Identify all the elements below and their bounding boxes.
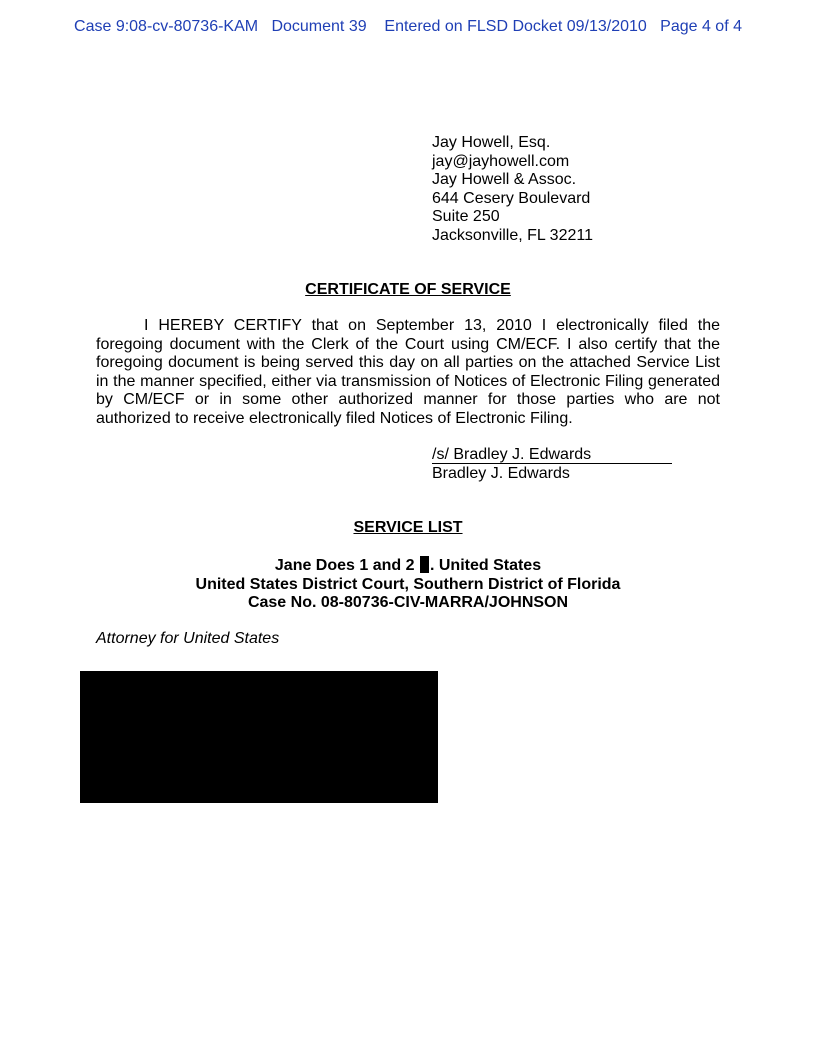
header-case: Case 9:08-cv-80736-KAM bbox=[74, 18, 259, 35]
address-line: 644 Cesery Boulevard bbox=[432, 189, 591, 207]
caption-plaintiffs: Jane Does 1 and 2 bbox=[274, 557, 415, 574]
redaction-mark bbox=[420, 556, 429, 573]
signer-name: Bradley J. Edwards bbox=[432, 464, 570, 482]
address-block bbox=[432, 134, 593, 246]
redaction-block bbox=[80, 671, 438, 803]
signature-block bbox=[432, 446, 672, 483]
caption-defendant: . United States bbox=[429, 557, 542, 574]
caption-parties bbox=[0, 556, 816, 576]
attorney-label: Attorney for United States bbox=[96, 630, 280, 647]
address-line: Jay Howell & Assoc. bbox=[432, 171, 577, 189]
address-line: Suite 250 bbox=[432, 208, 500, 226]
service-list-title: SERVICE LIST bbox=[353, 519, 463, 536]
header-document: Document 39 bbox=[271, 18, 367, 35]
caption-case-number: Case No. 08-80736-CIV-MARRA/JOHNSON bbox=[247, 594, 569, 612]
docket-header bbox=[0, 18, 816, 36]
certificate-body bbox=[96, 317, 720, 429]
case-caption bbox=[0, 556, 816, 613]
header-page: Page 4 of 4 bbox=[660, 18, 742, 35]
header-entered: Entered on FLSD Docket 09/13/2010 bbox=[384, 18, 647, 35]
signature-line: /s/ Bradley J. Edwards bbox=[432, 447, 672, 464]
certificate-text: I HEREBY CERTIFY that on September 13, 2010 I electronically filed the foregoing document with the Clerk of the Court using CM/ECF. I also certify that the foregoing document is being served this day on all parties on the attached Service List in the manner specified, either via transmission of Notices of Electronic Filing generated by CM/ECF or in some other authorized manner for those parties who are not authorized to receive electronically filed Notices of Electronic Filing. bbox=[96, 317, 720, 427]
address-line: Jacksonville, FL 32211 bbox=[432, 226, 593, 244]
address-line: Jay Howell, Esq. bbox=[432, 134, 551, 151]
caption-court: United States District Court, Southern District of Florida bbox=[195, 575, 621, 593]
address-line: jay@jayhowell.com bbox=[432, 152, 570, 170]
certificate-title: CERTIFICATE OF SERVICE bbox=[305, 281, 511, 298]
